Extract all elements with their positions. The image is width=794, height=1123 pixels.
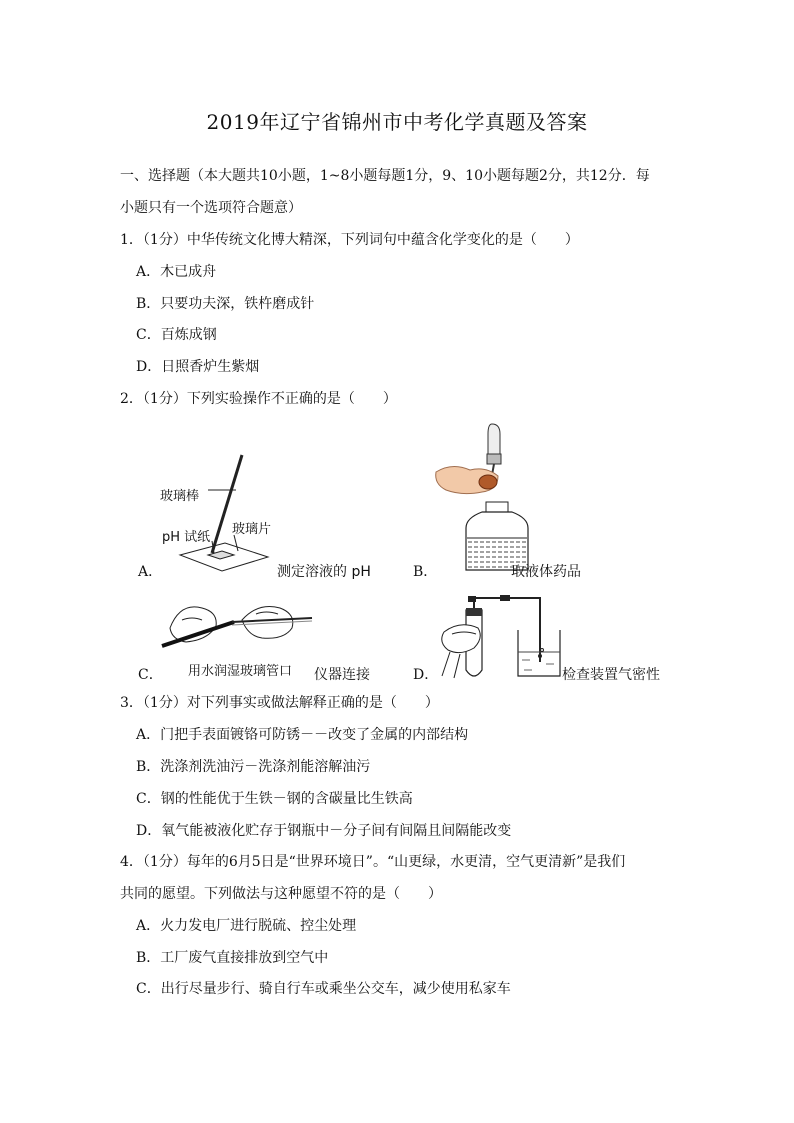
q2-option-c-letter: C．	[138, 667, 163, 683]
q4-option-a: A．火力发电厂进行脱硫、控尘处理	[136, 918, 357, 934]
q4-option-c: C．出行尽量步行、骑自行车或乘坐公交车，减少使用私家车	[136, 981, 511, 997]
label-glass-plate: 玻璃片	[232, 522, 272, 537]
label-wet-glass-tube: 用水润湿玻璃管口	[188, 664, 293, 679]
ph-test-illustration	[150, 445, 280, 575]
page-title: 2019年辽宁省锦州市中考化学真题及答案	[206, 110, 588, 134]
section-header-line-1: 一、选择题（本大题共10小题，1~8小题每题1分，9、10小题每题2分，共12分．每	[120, 168, 650, 184]
q4-stem-line-1: 4．（1分）每年的6月5日是“世界环境日”。“山更绿，水更清，空气更清新”是我们	[120, 854, 626, 870]
airtightness-check-illustration	[438, 590, 568, 690]
q3-option-d: D．氧气能被液化贮存于钢瓶中－分子间有间隔且间隔能改变	[136, 823, 512, 839]
label-ph-paper: pH 试纸	[162, 530, 211, 545]
q3-stem: 3．（1分）对下列事实或做法解释正确的是（ ）	[120, 695, 439, 711]
tube-connection-illustration	[162, 598, 322, 658]
q1-stem: 1．（1分）中华传统文化博大精深，下列词句中蕴含化学变化的是（ ）	[120, 232, 579, 248]
q1-option-d: D．日照香炉生紫烟	[136, 359, 260, 375]
q3-option-b: B．洗涤剂洗油污－洗涤剂能溶解油污	[136, 759, 371, 775]
q2-option-d-caption: 检查装置气密性	[562, 667, 660, 683]
section-header-line-2: 小题只有一个选项符合题意）	[120, 200, 302, 216]
q3-option-a: A．门把手表面镀铬可防锈－－改变了金属的内部结构	[136, 727, 469, 743]
q2-stem: 2．（1分）下列实验操作不正确的是（ ）	[120, 391, 397, 407]
q4-option-b: B．工厂废气直接排放到空气中	[136, 950, 329, 966]
q3-option-c: C．钢的性能优于生铁－钢的含碳量比生铁高	[136, 791, 413, 807]
dropper-bottle-illustration	[432, 420, 532, 575]
q1-option-b: B．只要功夫深，铁杵磨成针	[136, 296, 315, 312]
q1-option-a: A．木已成舟	[136, 264, 217, 280]
q2-option-b-caption: 取液体药品	[511, 564, 581, 580]
q1-option-c: C．百炼成钢	[136, 327, 217, 343]
q4-stem-line-2: 共同的愿望。下列做法与这种愿望不符的是（ ）	[120, 886, 442, 902]
q2-option-a-caption: 测定溶液的 pH	[277, 564, 371, 580]
q2-option-d-letter: D．	[413, 667, 439, 683]
q2-option-a-letter: A．	[138, 564, 163, 580]
q2-option-c-caption: 仪器连接	[314, 667, 370, 683]
q2-option-b-letter: B．	[413, 564, 438, 580]
label-glass-rod: 玻璃棒	[160, 489, 200, 504]
